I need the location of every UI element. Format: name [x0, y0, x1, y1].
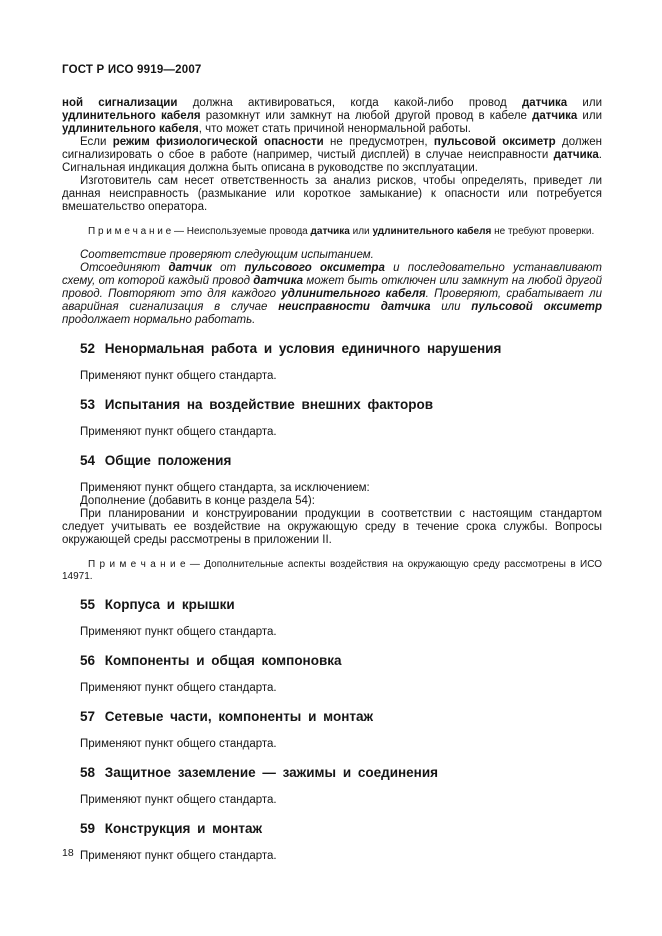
defined-term: датчика — [553, 149, 599, 161]
text-segment: Применяют пункт общего стандарта. — [80, 370, 277, 382]
body-paragraph — [62, 482, 602, 495]
text-segment: . Проверяют, срабатывает ли аварийная сигнализация в случае — [62, 288, 603, 313]
text-segment: Применяют пункт общего стандарта. — [80, 850, 277, 862]
document-content — [62, 64, 602, 863]
defined-term: датчика — [253, 275, 304, 287]
page-number: 18 — [62, 847, 74, 859]
section-heading-58 — [62, 765, 602, 781]
section-number: 59 — [80, 821, 96, 836]
section-number: 55 — [80, 597, 96, 612]
defined-term: датчика — [532, 110, 578, 122]
section-heading-52 — [62, 341, 602, 357]
body-paragraph — [62, 682, 602, 695]
text-segment: Изготовитель сам несет ответственность за анализ рисков, чтобы определять, приведет ли данная неисправность (размыкание или короткое замыкание) к опасности или потребуется вмешательство оператора. — [62, 175, 602, 213]
section-heading-56 — [62, 653, 602, 669]
text-segment: или — [349, 226, 373, 237]
text-segment: Применяют пункт общего стандарта. — [80, 626, 277, 638]
note-paragraph — [62, 226, 602, 238]
text-segment: . Сигнальная индикация должна быть описана в руководстве по эксплуатации. — [62, 149, 602, 174]
section-number: 54 — [80, 453, 96, 468]
text-segment: Применяют пункт общего стандарта. — [80, 682, 277, 694]
section-heading-57 — [62, 709, 602, 725]
defined-term: удлинительного кабеля — [372, 226, 492, 237]
body-paragraph — [62, 426, 602, 439]
text-segment: Дополнение (добавить в конце раздела 54): — [80, 495, 315, 507]
text-segment: При планировании и конструировании продукции в соответствии с настоящим стандартом следует учитывать ее воздействие на окружающую среду в течение срока службы. Вопросы окружающей среды рассмотрены в приложении II. — [62, 508, 602, 546]
section-title: Испытания на воздействие внешних факторов — [104, 397, 434, 412]
defined-term: удлинительного кабеля — [62, 110, 201, 122]
text-segment: может быть отключен или замкнут на любой другой провод. Повторяют это для каждого — [62, 275, 602, 300]
body-paragraph — [62, 136, 602, 175]
body-paragraph — [62, 97, 602, 136]
section-title: Компоненты и общая компоновка — [104, 653, 342, 668]
compliance-test-paragraph — [62, 249, 602, 262]
text-segment: Применяют пункт общего стандарта. — [80, 738, 277, 750]
defined-term: датчика — [521, 97, 568, 109]
section-number: 53 — [80, 397, 96, 412]
body-paragraph — [62, 794, 602, 807]
text-segment: , что может стать причиной ненормальной работы. — [198, 123, 471, 135]
text-segment: или — [430, 301, 472, 313]
body-paragraph — [62, 495, 602, 508]
section-title: Сетевые части, компоненты и монтаж — [104, 709, 374, 724]
text-segment: не предусмотрен, — [323, 136, 434, 148]
text-segment: Отсоединяют — [80, 262, 169, 274]
defined-term: удлинительного кабеля — [62, 123, 199, 135]
text-segment: Соответствие проверяют следующим испытанием. — [80, 249, 374, 261]
section-title: Ненормальная работа и условия единичного нарушения — [104, 341, 502, 356]
text-segment: П р и м е ч а н и е — Неиспользуемые провода — [88, 226, 311, 237]
text-segment: продолжает нормально работать. — [62, 314, 256, 326]
text-segment: должен сигнализировать о сбое в работе (например, чистый дисплей) в случае неисправности — [62, 136, 603, 161]
defined-term: датчика — [310, 226, 350, 237]
defined-term: датчик — [168, 262, 212, 274]
section-title: Защитное заземление — зажимы и соединения — [104, 765, 438, 780]
section-title: Конструкция и монтаж — [104, 821, 263, 836]
defined-term: ной сигнализации — [62, 97, 178, 109]
body-paragraph — [62, 175, 602, 214]
text-segment: и последовательно устанавливают схему, от которой каждый провод — [62, 262, 602, 287]
section-heading-55 — [62, 597, 602, 613]
defined-term: удлинительного кабеля — [281, 288, 426, 300]
text-segment: или — [577, 110, 602, 122]
section-number: 56 — [80, 653, 96, 668]
section-heading-54 — [62, 453, 602, 469]
section-heading-59 — [62, 821, 602, 837]
section-number: 52 — [80, 341, 96, 356]
compliance-test-paragraph — [62, 262, 602, 327]
defined-term: пульсового оксиметра — [244, 262, 385, 274]
text-segment: П р и м е ч а н и е — Дополнительные аспекты воздействия на окружающую среду рассмотрены в ИСО 14971. — [62, 559, 602, 582]
defined-term: режим физиологической опасности — [112, 136, 324, 148]
text-segment: разомкнут или замкнут на любой другой провод в кабеле — [200, 110, 533, 122]
document-header: ГОСТ Р ИСО 9919—2007 — [62, 64, 202, 76]
section-title: Корпуса и крышки — [104, 597, 235, 612]
section-number: 58 — [80, 765, 96, 780]
text-segment: от — [211, 262, 245, 274]
text-segment: Применяют пункт общего стандарта. — [80, 794, 277, 806]
body-paragraph — [62, 370, 602, 383]
text-segment: или — [567, 97, 602, 109]
body-paragraph — [62, 626, 602, 639]
text-segment: Если — [80, 136, 113, 148]
note-paragraph — [62, 559, 602, 583]
defined-term: пульсовой оксиметр — [433, 136, 556, 148]
section-heading-53 — [62, 397, 602, 413]
defined-term: пульсовой оксиметр — [471, 301, 602, 313]
defined-term: неисправности датчика — [278, 301, 431, 313]
text-segment: Применяют пункт общего стандарта, за исключением: — [80, 482, 370, 494]
body-paragraph — [62, 508, 602, 547]
text-segment: Применяют пункт общего стандарта. — [80, 426, 277, 438]
text-segment: не требуют проверки. — [491, 226, 595, 237]
section-number: 57 — [80, 709, 96, 724]
body-paragraph — [62, 850, 602, 863]
text-segment: должна активироваться, когда какой-либо провод — [177, 97, 522, 109]
body-paragraph — [62, 738, 602, 751]
section-title: Общие положения — [104, 453, 232, 468]
